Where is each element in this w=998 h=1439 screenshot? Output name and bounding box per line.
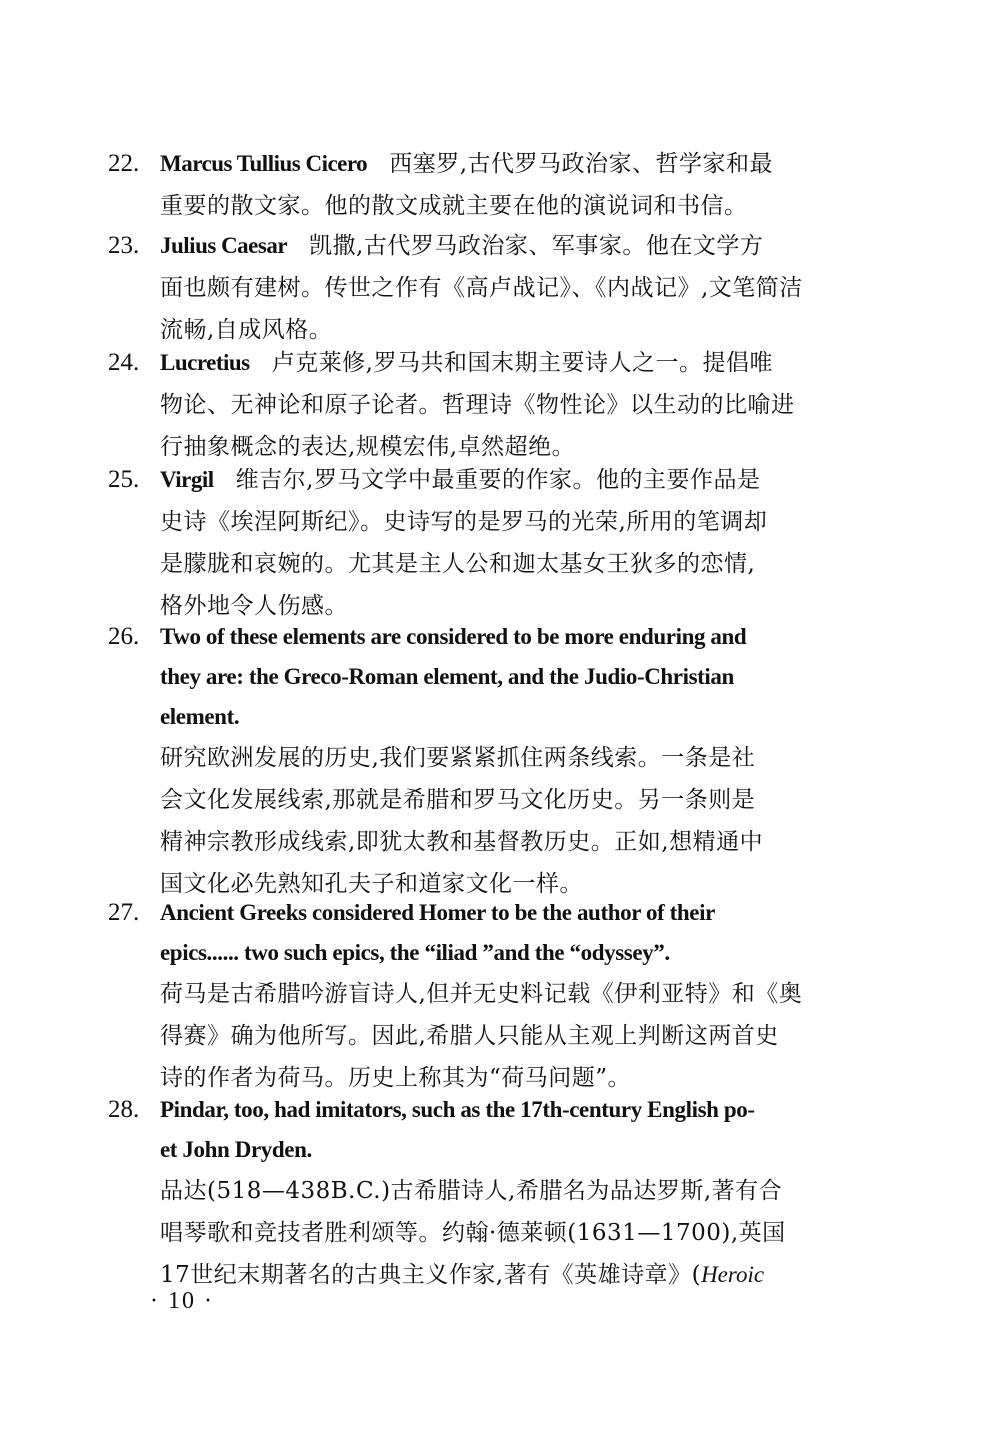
english-line: Ancient Greeks considered Homer to be the author of their [160,900,715,925]
english-line: Two of these elements are considered to be more enduring and [160,624,747,649]
note-text-line: 西塞罗,古代罗马政治家、哲学家和最 [389,151,773,177]
note-28 [108,1090,853,1296]
note-text-line: 面也颇有建树。传世之作有《高卢战记》、《内战记》,文笔简洁 [160,275,803,301]
note-text-line: 格外地令人伤感。 [160,593,348,619]
note-number: 24. [108,349,140,376]
note-number: 23. [108,232,140,259]
note-term: Virgil [160,467,214,492]
note-26 [108,617,853,905]
note-term: Marcus Tullius Cicero [160,151,368,176]
note-term: Julius Caesar [160,233,288,258]
english-line: epics...... two such epics, the “iliad ”and the “odyssey”. [160,940,670,965]
italic-title: Heroic [701,1262,765,1287]
note-number: 26. [108,623,140,650]
note-27 [108,893,853,1099]
note-text-line: 是朦胧和哀婉的。尤其是主人公和迦太基女王狄多的恋情, [160,551,756,577]
note-text-line: 品达(518—438B.C.)古希腊诗人,希腊名为品达罗斯,著有合 [160,1178,783,1204]
note-number: 22. [108,150,140,177]
note-text-line: 行抽象概念的表达,规模宏伟,卓然超绝。 [160,434,576,460]
english-line: element. [160,704,240,729]
note-number: 28. [108,1096,140,1123]
english-line: Pindar, too, had imitators, such as the 17th-century English po- [160,1097,755,1122]
note-text-line: 唱琴歌和竞技者胜利颂等。约翰·德莱顿(1631—1700),英国 [160,1220,786,1246]
note-text-line: 会文化发展线索,那就是希腊和罗马文化历史。另一条则是 [160,787,756,813]
page-number: · 10 · [150,1288,214,1314]
note-text-line: 17世纪末期著名的古典主义作家,著有《英雄诗章》( [160,1262,702,1288]
note-text-line: 重要的散文家。他的散文成就主要在他的演说词和书信。 [160,193,748,219]
note-text-line: 得赛》确为他所写。因此,希腊人只能从主观上判断这两首史 [160,1023,779,1049]
note-term: Lucretius [160,350,250,375]
note-text-line: 流畅,自成风格。 [160,317,333,343]
english-line: they are: the Greco-Roman element, and the Judio-Christian [160,664,734,689]
note-text-line: 国文化必先熟知孔夫子和道家文化一样。 [160,871,583,897]
note-text-line: 精神宗教形成线索,即犹太教和基督教历史。正如,想精通中 [160,829,764,855]
note-24 [108,342,853,468]
note-23 [108,225,853,351]
note-text-line: 凯撒,古代罗马政治家、军事家。他在文学方 [309,233,764,259]
note-text-line: 研究欧洲发展的历史,我们要紧紧抓住两条线索。一条是社 [160,745,756,771]
english-line: et John Dryden. [160,1137,312,1162]
note-25 [108,459,853,627]
note-text-line: 荷马是古希腊吟游盲诗人,但并无史料记载《伊利亚特》和《奥 [160,981,803,1007]
note-text-line: 维吉尔,罗马文学中最重要的作家。他的主要作品是 [235,467,761,493]
note-text-line: 物论、无神论和原子论者。哲理诗《物性论》以生动的比喻进 [160,392,795,418]
note-number: 27. [108,899,140,926]
note-number: 25. [108,466,140,493]
note-text-line: 诗的作者为荷马。历史上称其为“荷马问题”。 [160,1065,632,1091]
note-text-line: 卢克莱修,罗马共和国末期主要诗人之一。提倡唯 [271,350,773,376]
note-22 [108,143,853,227]
note-text-line: 史诗《埃涅阿斯纪》。史诗写的是罗马的光荣,所用的笔调却 [160,509,768,535]
